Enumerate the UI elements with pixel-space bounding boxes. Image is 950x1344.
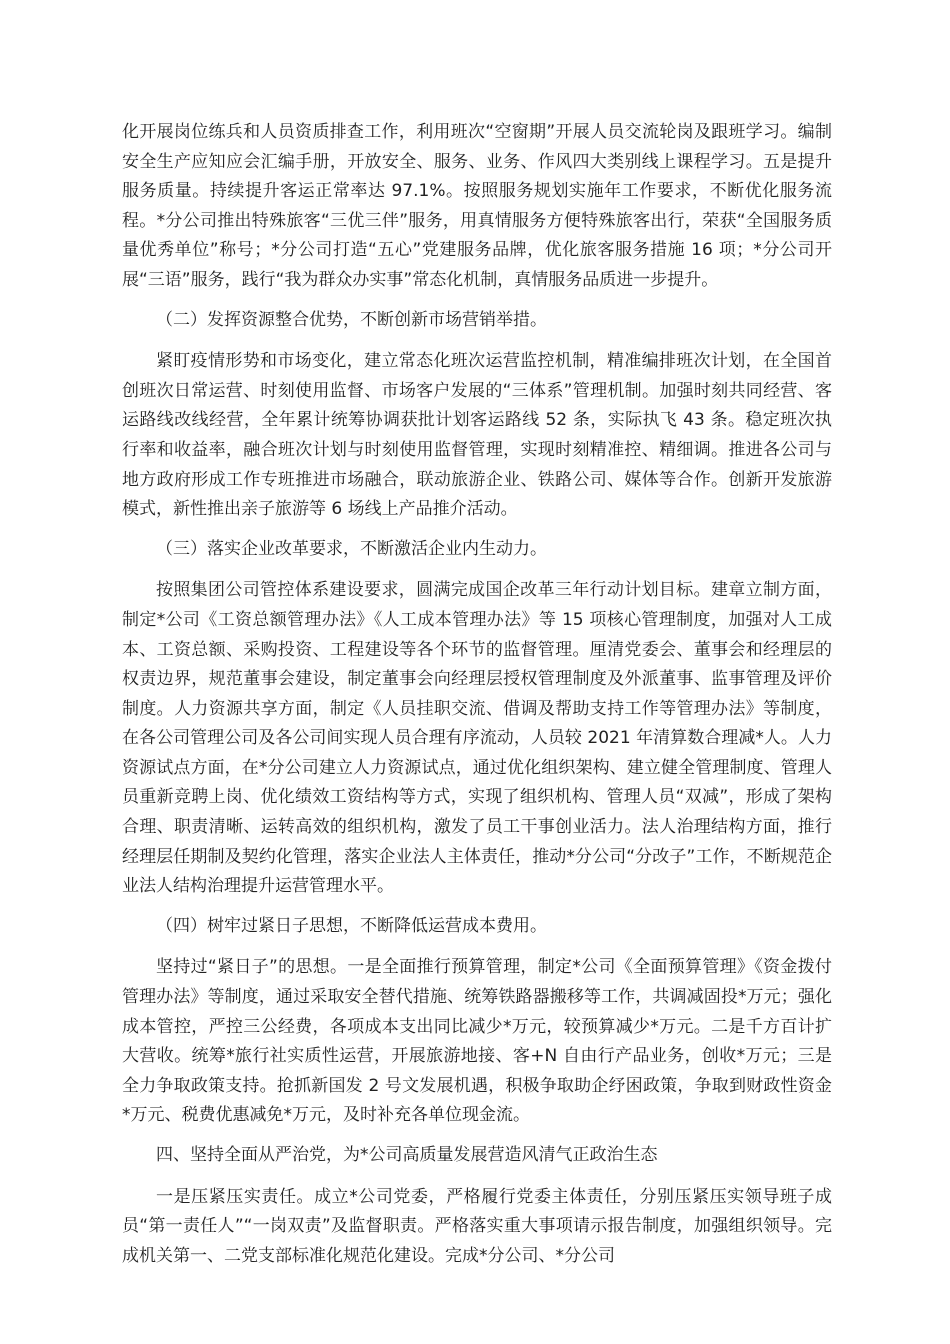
paragraph-party-responsibility: 一是压紧压实责任。成立*公司党委，严格履行党委主体责任，分别压紧压实领导班子成员“第一责任人”“一岗双责”及监督职责。严格落实重大事项请示报告制度，加强组织领导。完成机关第一、二党支部标准化规范化建设。完成*分公司、*分公司: [122, 1186, 832, 1266]
section-heading-market-marketing: （二）发挥资源整合优势，不断创新市场营销举措。: [156, 309, 547, 330]
document-page: [122, 118, 832, 1281]
section-heading-party-governance: 四、坚持全面从严治党，为*公司高质量发展营造风清气正政治生态: [156, 1145, 658, 1165]
paragraph-staff-training-service-quality: 化开展岗位练兵和人员资质排查工作，利用班次“空窗期”开展人员交流轮岗及跟班学习。编制安全生产应知应会汇编手册，开放安全、服务、业务、作风四大类别线上课程学习。五是提升服务质量。持续提升客运正常率达 97.1%。按照服务规划实施年工作要求，不断优化服务流程。*分公司推出特殊旅客“三优三伴”服务，用真情服务方便特殊旅客出行，荣获“全国服务质量优秀单位”称号；*分公司打造“五心”党建服务品牌，优化旅客服务措施 16 项；*分公司开展“三语”服务，践行“我为群众办实事”常态化机制，真情服务品质进一步提升。: [122, 122, 832, 290]
section-heading-enterprise-reform: （三）落实企业改革要求，不断激活企业内生动力。: [156, 538, 547, 559]
paragraph-enterprise-reform: 按照集团公司管控体系建设要求，圆满完成国企改革三年行动计划目标。建章立制方面，制定*公司《工资总额管理办法》《人工成本管理办法》等 15 项核心管理制度，加强对人工成本、工资总额、采购投资、工程建设等各个环节的监督管理。厘清党委会、董事会和经理层的权责边界，规范董事会建设，制定董事会向经理层授权管理制度及外派董事、监事管理及评价制度。人力资源共享方面，制定《人员挂职交流、借调及帮助支持工作等管理办法》等制度，在各公司管理公司及各公司间实现人员合理有序流动，人员较 2021 年清算数合理减*人。人力资源试点方面，在*分公司建立人力资源试点，通过优化组织架构、建立健全管理制度、管理人员重新竞聘上岗、优化绩效工资结构等方式，实现了组织机构、管理人员“双减”，形成了架构合理、职责清晰、运转高效的组织机构，激发了员工干事创业活力。法人治理结构方面，推行经理层任期制及契约化管理，落实企业法人主体责任，推动*分公司“分改子”工作，不断规范企业法人结构治理提升运营管理水平。: [122, 580, 832, 897]
paragraph-market-operations: 紧盯疫情形势和市场变化，建立常态化班次运营监控机制，精准编排班次计划，在全国首创班次日常运营、时刻使用监督、市场客户发展的“三体系”管理机制。加强时刻共同经营、客运路线改线经营，全年累计统筹协调获批计划客运路线 52 条，实际执飞 43 条。稳定班次执行率和收益率，融合班次计划与时刻使用监督管理，实现时刻精准控、精细调。推进各公司与地方政府形成工作专班推进市场融合，联动旅游企业、铁路公司、媒体等合作。创新开发旅游模式，新性推出亲子旅游等 6 场线上产品推介活动。: [122, 351, 832, 520]
paragraph-cost-reduction: 坚持过“紧日子”的思想。一是全面推行预算管理，制定*公司《全面预算管理》《资金拨付管理办法》等制度，通过采取安全替代措施、统筹铁路器搬移等工作，共调减固投*万元；强化成本管控，严控三公经费，各项成本支出同比减少*万元，较预算减少*万元。二是千方百计扩大营收。统筹*旅行社实质性运营，开展旅游地接、客+N 自由行产品业务，创收*万元；三是全力争取政策支持。抢抓新国发 2 号文发展机遇，积极争取助企纾困政策，争取到财政性资金*万元、税费优惠减免*万元，及时补充各单位现金流。: [122, 957, 832, 1126]
section-heading-cost-reduction: （四）树牢过紧日子思想，不断降低运营成本费用。: [156, 915, 547, 936]
